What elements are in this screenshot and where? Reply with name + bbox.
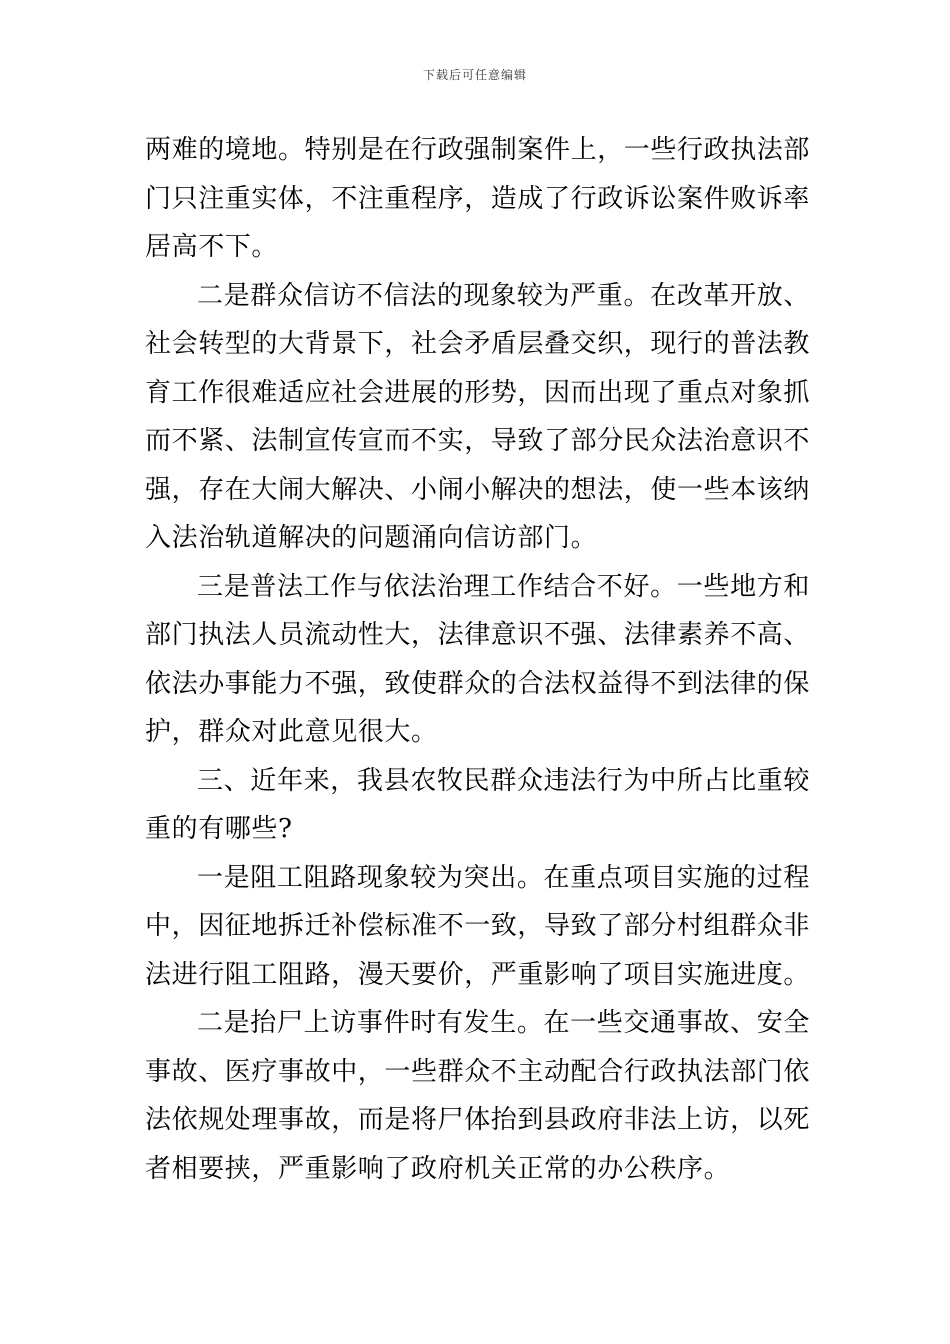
paragraph: 三、近年来，我县农牧民群众违法行为中所占比重较重的有哪些? (145, 765, 810, 844)
paragraph: 二是抬尸上访事件时有发生。在一些交通事故、安全事故、医疗事故中，一些群众不主动配合行政执法部门依法依规处理事故，而是将尸体抬到县政府非法上访，以死者相要挟，严重影响了政府机关正常的办公秩序。 (145, 1008, 811, 1184)
paragraph: 一是阻工阻路现象较为突出。在重点项目实施的过程中，因征地拆迁补偿标准不一致，导致了部分村组群众非法进行阻工阻路，漫天要价，严重影响了项目实施进度。 (145, 862, 811, 990)
paragraph: 两难的境地。特别是在行政强制案件上，一些行政执法部门只注重实体，不注重程序，造成了行政诉讼案件败诉率居高不下。 (145, 135, 811, 262)
document-body (145, 126, 810, 1193)
paragraph: 二是群众信访不信法的现象较为严重。在改革开放、社会转型的大背景下，社会矛盾层叠交织，现行的普法教育工作很难适应社会进展的形势，因而出现了重点对象抓而不紧、法制宣传宣而不实，导致了部分民众法治意识不强，存在大闹大解决、小闹小解决的想法，使一些本该纳入法治轨道解决的问题涌向信访部门。 (145, 280, 811, 553)
paragraph: 三是普法工作与依法治理工作结合不好。一些地方和部门执法人员流动性大，法律意识不强、法律素养不高、依法办事能力不强，致使群众的合法权益得不到法律的保护，群众对此意见很大。 (145, 571, 811, 747)
page-header: 下载后可任意编辑 (422, 68, 527, 82)
